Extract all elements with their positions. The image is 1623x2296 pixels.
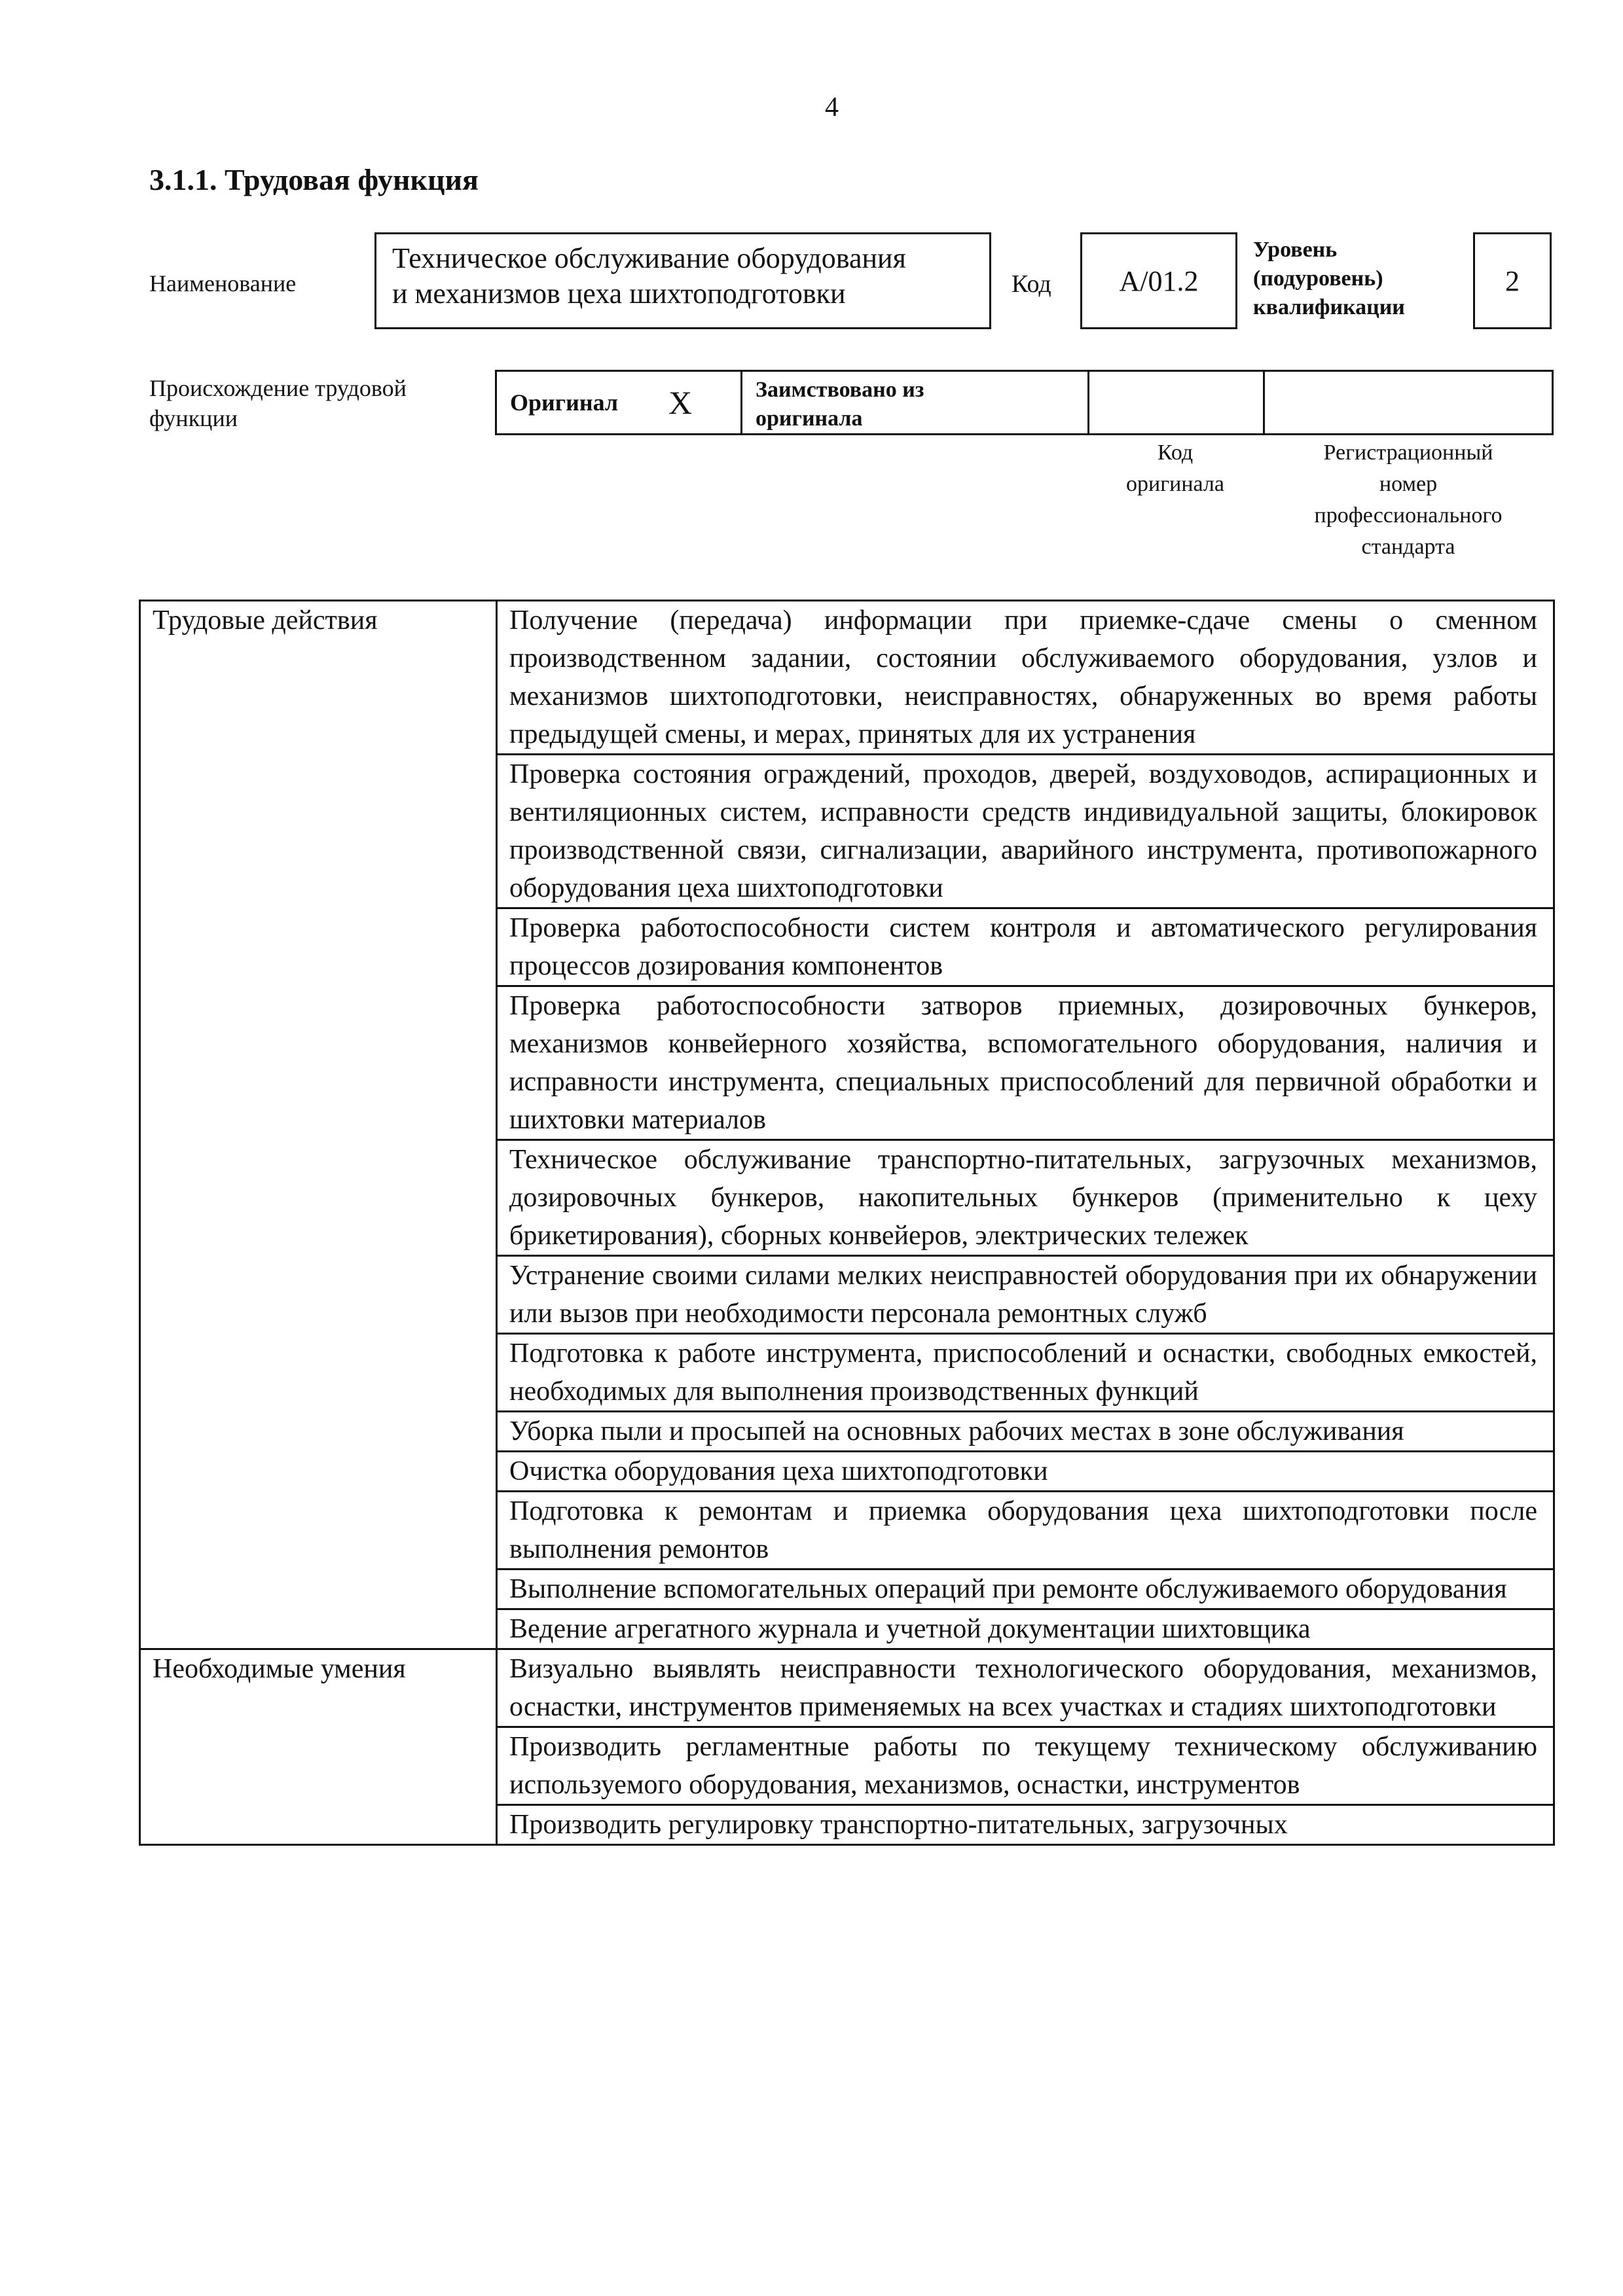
name-value-line: и механизмов цеха шихтоподготовки	[392, 278, 846, 310]
skills-heading: Необходимые умения	[140, 1649, 497, 1845]
action-item: Ведение агрегатного журнала и учетной документации шихтовщика	[497, 1609, 1554, 1649]
level-label-line: квалификации	[1253, 295, 1405, 319]
level-value: 2	[1473, 232, 1552, 329]
action-item: Выполнение вспомогательных операций при ремонте обслуживаемого оборудования	[497, 1570, 1554, 1609]
caption-line: Код	[1157, 440, 1194, 465]
origin-label-line: Происхождение трудовой	[149, 375, 407, 401]
action-item: Проверка работоспособности затворов приемных, дозировочных бункеров, механизмов конвейерного хозяйства, вспомогательного оборудования, наличия и исправности инструмента, специальных приспособлений для первичной обработки и шихтовки материалов	[497, 986, 1554, 1140]
table-row	[140, 1649, 1554, 1727]
registration-number-caption	[1263, 437, 1554, 563]
action-item: Устранение своими силами мелких неисправностей оборудования при их обнаружении или вызов при необходимости персонала ремонтных служб	[497, 1256, 1554, 1334]
origin-table	[495, 370, 1554, 435]
table-row	[140, 601, 1554, 755]
action-item: Подготовка к работе инструмента, приспособлений и оснастки, свободных емкостей, необходимых для выполнения производственных функций	[497, 1334, 1554, 1412]
action-item: Техническое обслуживание транспортно-питательных, загрузочных механизмов, дозировочных бункеров, накопительных бункеров (применительно к цеху брикетирования), сборных конвейеров, электрических тележек	[497, 1140, 1554, 1256]
borrowed-label-line: оригинала	[756, 406, 863, 431]
origin-label-line: функции	[149, 405, 238, 431]
level-label-line: (подуровень)	[1253, 266, 1383, 291]
registration-number-cell	[1265, 372, 1552, 433]
original-code-cell	[1089, 372, 1265, 433]
caption-line: оригинала	[1126, 472, 1224, 496]
original-label: Оригинал	[510, 389, 619, 416]
actions-heading: Трудовые действия	[140, 601, 497, 1649]
caption-line: номер	[1379, 472, 1438, 496]
skill-item: Производить регламентные работы по текущему техническому обслуживанию используемого оборудования, механизмов, оснастки, инструментов	[497, 1727, 1554, 1805]
level-label	[1253, 236, 1405, 322]
skill-item: Производить регулировку транспортно-питательных, загрузочных	[497, 1805, 1554, 1845]
name-label: Наименование	[149, 270, 297, 296]
section-title: 3.1.1. Трудовая функция	[149, 163, 479, 196]
action-item: Проверка состояния ограждений, проходов, дверей, воздуховодов, аспирационных и вентиляционных систем, исправности средств индивидуальной защиты, блокировок производственной связи, сигнализации, аварийного инструмента, противопожарного оборудования цеха шихтоподготовки	[497, 755, 1554, 908]
name-value-box	[374, 232, 991, 329]
original-code-caption	[1087, 437, 1263, 500]
code-value: A/01.2	[1080, 232, 1237, 329]
action-item: Получение (передача) информации при приемке-сдаче смены о сменном производственном задании, состоянии обслуживаемого оборудования, узлов и механизмов шихтоподготовки, неисправностях, обнаруженных во время работы предыдущей смены, и мерах, принятых для их устранения	[497, 601, 1554, 755]
level-label-line: Уровень	[1253, 238, 1338, 262]
borrowed-cell	[742, 372, 1089, 433]
action-item: Очистка оборудования цеха шихтоподготовки	[497, 1452, 1554, 1492]
function-table	[139, 600, 1555, 1846]
original-mark: X	[668, 384, 693, 421]
caption-line: Регистрационный	[1323, 440, 1493, 465]
name-value-line: Техническое обслуживание оборудования	[392, 242, 906, 274]
borrowed-label	[756, 376, 924, 433]
caption-line: профессионального	[1314, 503, 1503, 528]
action-item: Проверка работоспособности систем контроля и автоматического регулирования процессов дозирования компонентов	[497, 908, 1554, 986]
skill-item: Визуально выявлять неисправности технологического оборудования, механизмов, оснастки, инструментов применяемых на всех участках и стадиях шихтоподготовки	[497, 1649, 1554, 1727]
action-item: Подготовка к ремонтам и приемка оборудования цеха шихтоподготовки после выполнения ремонтов	[497, 1492, 1554, 1570]
action-item: Уборка пыли и просыпей на основных рабочих местах в зоне обслуживания	[497, 1412, 1554, 1452]
caption-line: стандарта	[1361, 535, 1455, 559]
origin-label	[149, 373, 407, 433]
code-label: Код	[1012, 270, 1051, 298]
page-number: 4	[825, 92, 839, 122]
borrowed-label-line: Заимствовано из	[756, 378, 924, 402]
original-cell	[497, 372, 742, 433]
